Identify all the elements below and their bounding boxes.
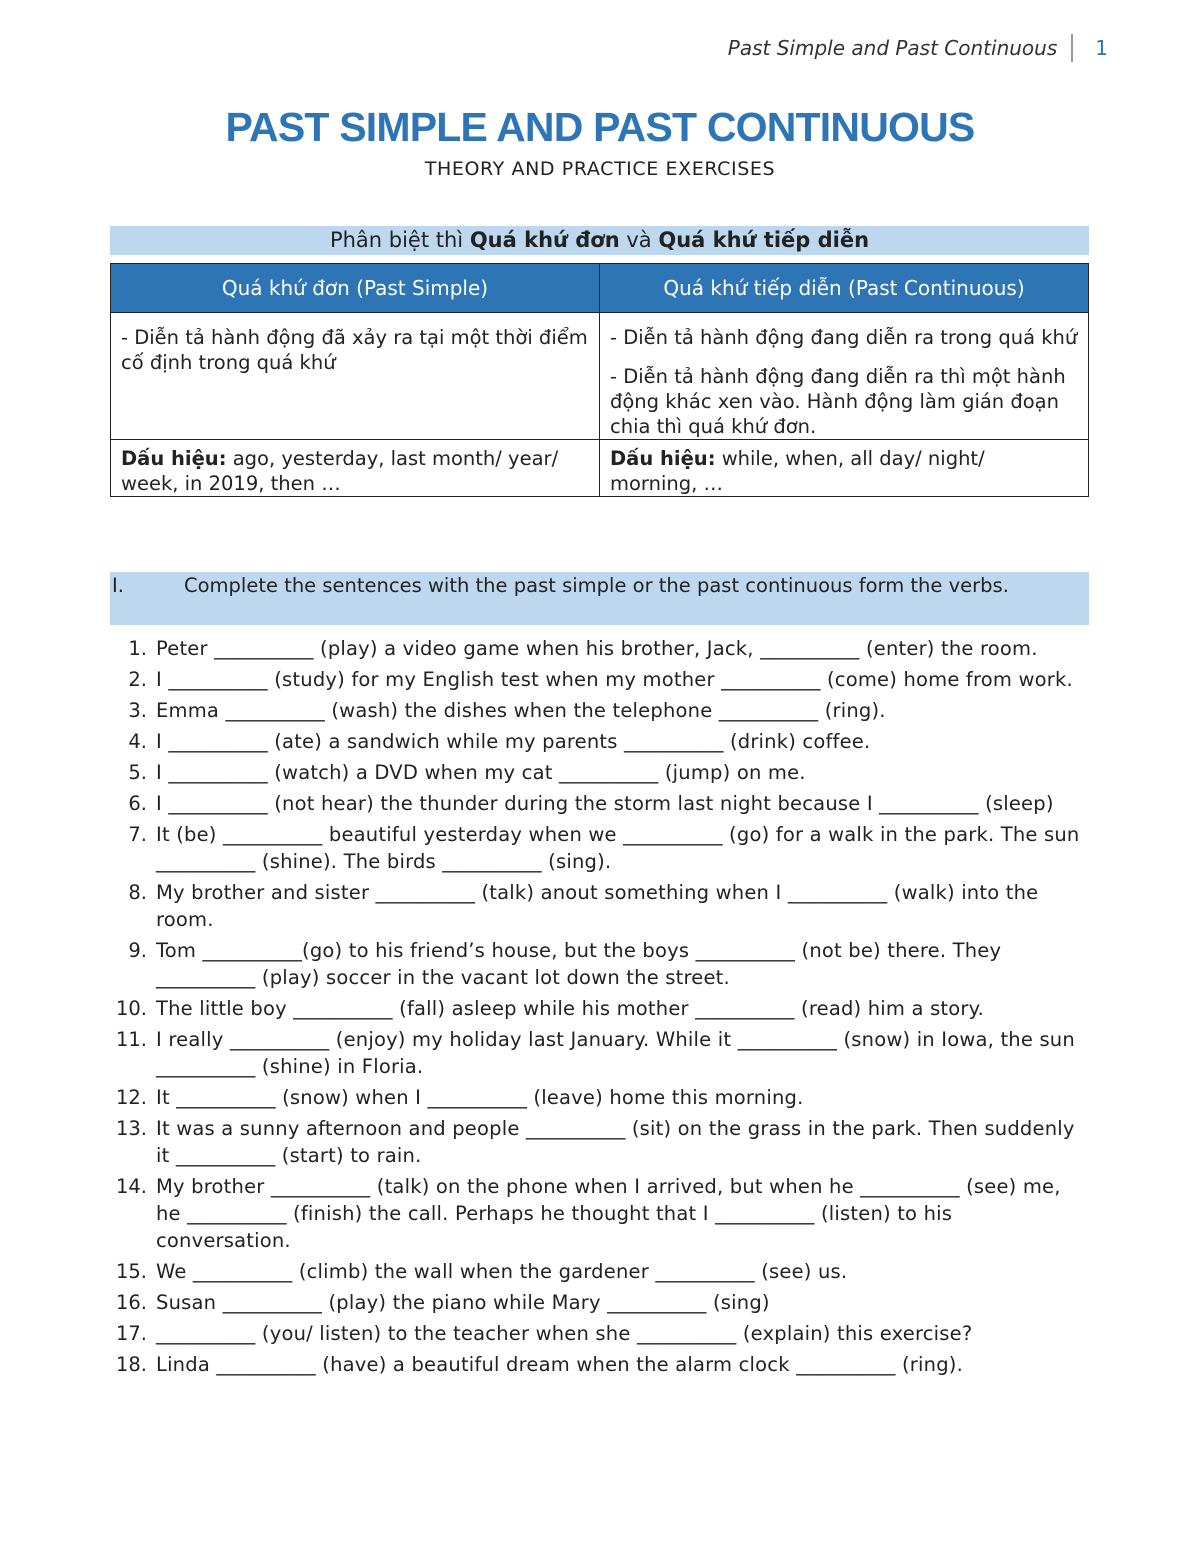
comparison-heading bbox=[110, 226, 1089, 255]
past-simple-signals-cell bbox=[111, 440, 600, 497]
exercise-item bbox=[0, 635, 1081, 662]
item-number: 9. bbox=[128, 939, 147, 962]
item-text: Peter __________ (play) a video game when his brother, Jack, __________ (enter) the room. bbox=[156, 637, 1038, 660]
exercise-item bbox=[0, 937, 1081, 991]
exercise-item bbox=[0, 759, 1081, 786]
comparison-heading-term2: Quá khứ tiếp diễn bbox=[658, 228, 870, 252]
document-title: PAST SIMPLE AND PAST CONTINUOUS bbox=[225, 104, 975, 150]
exercise-item bbox=[0, 1258, 1081, 1285]
exercise-item bbox=[0, 728, 1081, 755]
item-number: 17. bbox=[115, 1322, 147, 1345]
past-continuous-signals-cell bbox=[600, 440, 1089, 497]
item-text: It was a sunny afternoon and people __________ (sit) on the grass in the park. Then suddenly it __________ (start) to rain. bbox=[156, 1117, 1075, 1167]
exercise-heading bbox=[110, 572, 1089, 625]
item-number: 3. bbox=[128, 699, 147, 722]
item-text: Tom __________(go) to his friend’s house, but the boys __________ (not be) there. They __________ (play) soccer in the vacant lot down the street. bbox=[156, 939, 1002, 989]
signal-label: Dấu hiệu: bbox=[121, 447, 227, 470]
past-simple-signals: ago, yesterday, last month/ year/ week, in 2019, then … bbox=[121, 447, 559, 495]
exercise-list bbox=[0, 635, 1081, 1382]
comparison-heading-prefix: Phân biệt thì bbox=[329, 228, 470, 252]
running-header bbox=[728, 34, 1108, 62]
item-text: I __________ (study) for my English test when my mother __________ (come) home from work. bbox=[156, 668, 1073, 691]
page-number: 1 bbox=[1095, 36, 1108, 60]
item-number: 16. bbox=[115, 1291, 147, 1314]
item-number: 1. bbox=[128, 637, 147, 660]
item-number: 18. bbox=[115, 1353, 147, 1376]
item-number: 11. bbox=[115, 1028, 147, 1051]
item-text: It __________ (snow) when I __________ (leave) home this morning. bbox=[156, 1086, 804, 1109]
past-continuous-usage-cell bbox=[600, 313, 1089, 440]
exercise-item bbox=[0, 821, 1081, 875]
item-text: My brother __________ (talk) on the phone when I arrived, but when he __________ (see) me, he __________ (finish) the call. Perhaps he thought that I __________ (listen) to his conversation. bbox=[156, 1175, 1061, 1252]
item-text: I really __________ (enjoy) my holiday last January. While it __________ (snow) in Iowa, the sun __________ (shine) in Floria. bbox=[156, 1028, 1075, 1078]
exercise-item bbox=[0, 1351, 1081, 1378]
item-number: 15. bbox=[115, 1260, 147, 1283]
document-subtitle: THEORY AND PRACTICE EXERCISES bbox=[424, 158, 776, 180]
exercise-item bbox=[0, 1026, 1081, 1080]
item-text: __________ (you/ listen) to the teacher when she __________ (explain) this exercise? bbox=[156, 1322, 973, 1345]
comparison-heading-term1: Quá khứ đơn bbox=[469, 228, 620, 252]
past-continuous-signals: while, when, all day/ night/ morning, … bbox=[610, 447, 985, 495]
item-number: 2. bbox=[128, 668, 147, 691]
item-number: 12. bbox=[115, 1086, 147, 1109]
item-text: Susan __________ (play) the piano while Mary __________ (sing) bbox=[156, 1291, 770, 1314]
exercise-item bbox=[0, 1173, 1081, 1254]
item-number: 10. bbox=[115, 997, 147, 1020]
past-simple-usage-cell bbox=[111, 313, 600, 440]
item-number: 8. bbox=[128, 881, 147, 904]
item-number: 5. bbox=[128, 761, 147, 784]
exercise-item bbox=[0, 995, 1081, 1022]
exercise-item bbox=[0, 790, 1081, 817]
past-simple-header: Quá khứ đơn (Past Simple) bbox=[111, 264, 600, 313]
item-number: 4. bbox=[128, 730, 147, 753]
past-continuous-header: Quá khứ tiếp diễn (Past Continuous) bbox=[600, 264, 1089, 313]
item-number: 6. bbox=[128, 792, 147, 815]
item-text: Emma __________ (wash) the dishes when the telephone __________ (ring). bbox=[156, 699, 886, 722]
past-continuous-usage-1: - Diễn tả hành động đang diễn ra trong quá khứ bbox=[610, 326, 1078, 349]
signal-label: Dấu hiệu: bbox=[610, 447, 716, 470]
exercise-item bbox=[0, 1084, 1081, 1111]
item-text: The little boy __________ (fall) asleep while his mother __________ (read) him a story. bbox=[156, 997, 984, 1020]
item-number: 14. bbox=[115, 1175, 147, 1198]
item-text: It (be) __________ beautiful yesterday when we __________ (go) for a walk in the park. The sun __________ (shine). The birds __________ (sing). bbox=[156, 823, 1080, 873]
item-text: I __________ (not hear) the thunder during the storm last night because I __________ (sleep) bbox=[156, 792, 1054, 815]
item-text: My brother and sister __________ (talk) anout something when I __________ (walk) into the room. bbox=[156, 881, 1039, 931]
exercise-item bbox=[0, 879, 1081, 933]
exercise-item bbox=[0, 1115, 1081, 1169]
item-text: I __________ (ate) a sandwich while my parents __________ (drink) coffee. bbox=[156, 730, 871, 753]
item-text: Linda __________ (have) a beautiful dream when the alarm clock __________ (ring). bbox=[156, 1353, 963, 1376]
exercise-instruction: Complete the sentences with the past simple or the past continuous form the verbs. bbox=[184, 574, 1009, 597]
past-simple-usage: - Diễn tả hành động đã xảy ra tại một thời điểm cố định trong quá khứ bbox=[121, 326, 588, 374]
exercise-item bbox=[0, 666, 1081, 693]
exercise-item bbox=[0, 697, 1081, 724]
item-text: I __________ (watch) a DVD when my cat __________ (jump) on me. bbox=[156, 761, 806, 784]
item-number: 7. bbox=[128, 823, 147, 846]
header-title: Past Simple and Past Continuous bbox=[728, 34, 1073, 62]
exercise-item bbox=[0, 1320, 1081, 1347]
exercise-numeral: I. bbox=[112, 574, 124, 597]
past-continuous-usage-2: - Diễn tả hành động đang diễn ra thì một hành động khác xen vào. Hành động làm gián đoạn chia thì quá khứ đơn. bbox=[610, 365, 1066, 438]
item-number: 13. bbox=[115, 1117, 147, 1140]
comparison-heading-mid: và bbox=[619, 228, 659, 252]
comparison-table bbox=[110, 263, 1089, 497]
item-text: We __________ (climb) the wall when the gardener __________ (see) us. bbox=[156, 1260, 848, 1283]
exercise-item bbox=[0, 1289, 1081, 1316]
